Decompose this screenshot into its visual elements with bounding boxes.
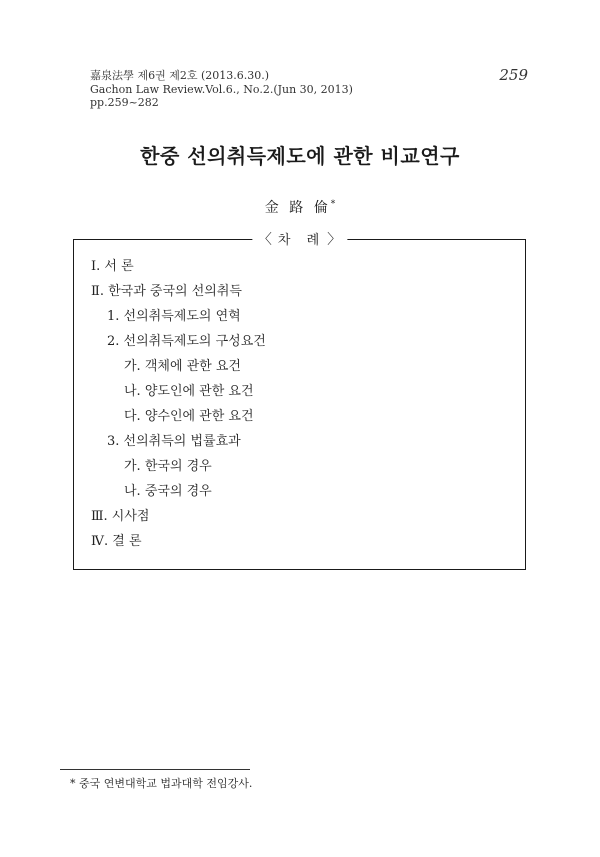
journal-name-korean: 嘉泉法學 제6권 제2호 (2013.6.30.) — [90, 69, 270, 82]
toc-item-section-2-3: 3. 선의취득의 법률효과 — [107, 434, 241, 449]
toc-item-chapter-2: Ⅱ. 한국과 중국의 선의취득 — [91, 284, 242, 299]
page-range: pp.259~282 — [90, 96, 159, 109]
toc-item-section-2-2: 2. 선의취득제도의 구성요건 — [107, 334, 266, 349]
toc-item-section-2-2-da: 다. 양수인에 관한 요건 — [124, 409, 254, 424]
footnote-rule — [60, 769, 250, 770]
table-of-contents — [73, 232, 526, 570]
article-title: 한중 선의취득제도에 관한 비교연구 — [140, 144, 460, 168]
journal-name-english: Gachon Law Review.Vol.6., No.2.(Jun 30, 2013) — [90, 82, 353, 96]
toc-item-introduction: Ⅰ. 서 론 — [91, 259, 134, 274]
toc-item-chapter-3: Ⅲ. 시사점 — [91, 509, 150, 524]
toc-heading-label: 차 례 — [277, 233, 326, 248]
toc-item-conclusion: Ⅳ. 결 론 — [91, 534, 142, 549]
toc-item-section-2-2-ga: 가. 객체에 관한 요건 — [124, 359, 241, 374]
toc-open-bracket: 〈 — [257, 232, 272, 248]
toc-heading — [252, 229, 347, 249]
toc-item-section-2-1: 1. 선의취득제도의 연혁 — [107, 309, 241, 324]
journal-info — [90, 69, 353, 110]
author-line — [0, 197, 600, 217]
author-name: 金 路 倫 — [264, 200, 331, 216]
toc-item-section-2-2-na: 나. 양도인에 관한 요건 — [124, 384, 254, 399]
toc-close-bracket: 〉 — [327, 232, 342, 248]
footnote: * 중국 연변대학교 법과대학 전임강사. — [70, 777, 253, 790]
toc-item-section-2-3-na: 나. 중국의 경우 — [124, 484, 212, 499]
page-number: 259 — [499, 66, 528, 84]
author-footnote-mark: * — [330, 199, 336, 210]
toc-item-section-2-3-ga: 가. 한국의 경우 — [124, 459, 212, 474]
